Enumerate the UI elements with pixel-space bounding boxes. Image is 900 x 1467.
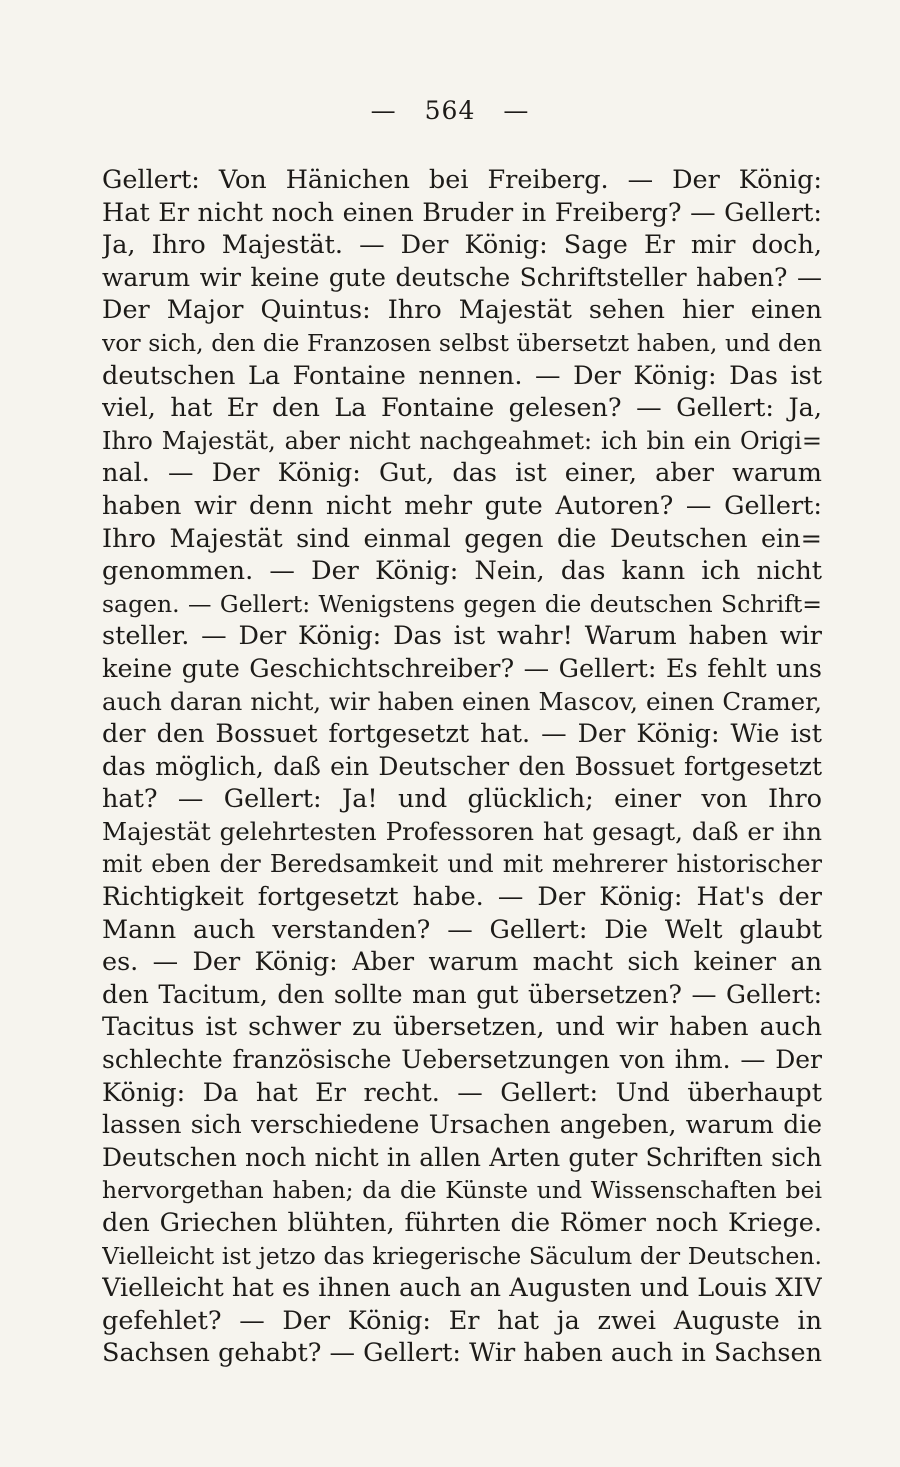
text-line: Ja, Ihro Majestät. — Der König: Sage Er mir doch,	[102, 230, 822, 261]
text-line: Ihro Majestät, aber nicht nachgeahmet: ich bin ein Origi=	[102, 426, 822, 455]
text-line: viel, hat Er den La Fontaine gelesen? — Gellert: Ja,	[102, 393, 822, 424]
text-line: steller. — Der König: Das ist wahr! Warum haben wir	[102, 621, 822, 652]
text-line: nal. — Der König: Gut, das ist einer, aber warum	[102, 458, 822, 489]
text-line: Deutschen noch nicht in allen Arten guter Schriften sich	[102, 1142, 822, 1172]
text-line: König: Da hat Er recht. — Gellert: Und überhaupt	[102, 1077, 822, 1108]
text-line: auch daran nicht, wir haben einen Mascov, einen Cramer,	[102, 686, 822, 716]
text-line: Hat Er nicht noch einen Bruder in Freiberg? — Gellert:	[102, 197, 822, 228]
header-dash-left: —	[370, 96, 397, 125]
page-number: 564	[424, 96, 476, 125]
text-line: Vielleicht ist jetzo das kriegerische Säculum der Deutschen.	[102, 1241, 822, 1270]
text-line: lassen sich verschiedene Ursachen angeben, warum die	[102, 1110, 822, 1140]
text-line: den Griechen blühten, führten die Römer noch Kriege.	[102, 1208, 822, 1238]
text-line: hat? — Gellert: Ja! und glücklich; einer von Ihro	[102, 784, 822, 815]
text-line: vor sich, den die Franzosen selbst übersetzt haben, und den	[102, 328, 822, 357]
text-line: Der Major Quintus: Ihro Majestät sehen hier einen	[102, 295, 822, 326]
text-line: Richtigkeit fortgesetzt habe. — Der König: Hat's der	[102, 882, 822, 913]
text-line: keine gute Geschichtschreiber? — Gellert: Es fehlt uns	[102, 653, 822, 684]
text-line: sagen. — Gellert: Wenigstens gegen die deutschen Schrift=	[102, 589, 822, 618]
text-line: den Tacitum, den sollte man gut übersetzen? — Gellert:	[102, 979, 822, 1009]
text-line: gefehlet? — Der König: Er hat ja zwei Auguste in	[102, 1305, 822, 1336]
text-line: der den Bossuet fortgesetzt hat. — Der König: Wie ist	[102, 719, 822, 750]
text-line: Ihro Majestät sind einmal gegen die Deutschen ein=	[102, 523, 822, 554]
text-line: hervorgethan haben; da die Künste und Wissenschaften bei	[102, 1176, 822, 1205]
text-line: haben wir denn nicht mehr gute Autoren? — Gellert:	[102, 490, 822, 521]
text-line: Mann auch verstanden? — Gellert: Die Welt glaubt	[102, 914, 822, 945]
text-line: Majestät gelehrtesten Professoren hat gesagt, daß er ihn	[102, 816, 822, 846]
text-line: genommen. — Der König: Nein, das kann ich nicht	[102, 556, 822, 587]
text-line: es. — Der König: Aber warum macht sich keiner an	[102, 947, 822, 978]
body-text	[102, 164, 822, 1370]
page-header	[0, 96, 900, 125]
text-line: deutschen La Fontaine nennen. — Der König: Das ist	[102, 360, 822, 391]
text-line: mit eben der Beredsamkeit und mit mehrerer historischer	[102, 850, 822, 879]
text-line: Vielleicht hat es ihnen auch an Augusten und Louis XIV	[102, 1273, 822, 1304]
text-line: schlechte französische Uebersetzungen von ihm. — Der	[102, 1045, 822, 1075]
text-line: Sachsen gehabt? — Gellert: Wir haben auch in Sachsen	[102, 1338, 822, 1369]
text-line: Tacitus ist schwer zu übersetzen, und wir haben auch	[102, 1012, 822, 1043]
text-line: das möglich, daß ein Deutscher den Bossuet fortgesetzt	[102, 751, 822, 781]
header-dash-right: —	[503, 96, 530, 125]
text-line: warum wir keine gute deutsche Schriftsteller haben? —	[102, 262, 822, 292]
text-line: Gellert: Von Hänichen bei Freiberg. — Der König:	[102, 165, 822, 195]
